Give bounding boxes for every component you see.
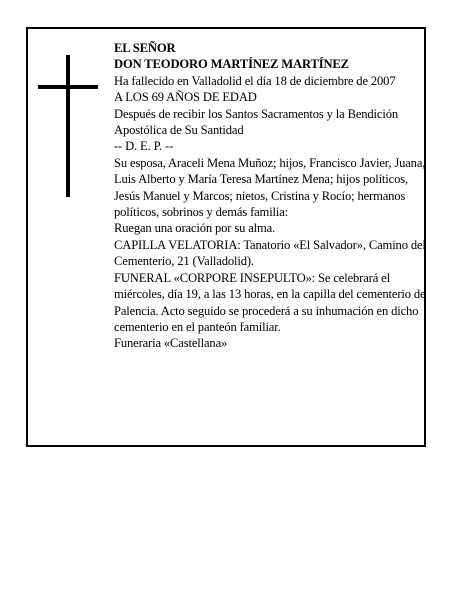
chapel-info: CAPILLA VELATORIA: Tanatorio «El Salvador», Camino del Cementerio, 21 (Valladolid). [114, 237, 426, 269]
latin-cross-icon [38, 55, 98, 197]
funeral-info: FUNERAL «CORPORE INSEPULTO»: Se celebrará el miércoles, día 19, a las 13 horas, en la capilla del cementerio de Palencia. Acto seguido se procederá a su inhumación en dicho cementerio en el panteón familiar. [114, 270, 426, 334]
title-line-1: EL SEÑOR [114, 41, 176, 55]
sacraments-line: Después de recibir los Santos Sacramentos y la Bendición Apostólica de Su Santidad [114, 106, 398, 138]
obituary-notice [26, 27, 426, 447]
rip-line: -- D. E. P. -- [114, 139, 174, 154]
cross-vertical-bar [66, 55, 70, 197]
prayer-request: Ruegan una oración por su alma. [114, 221, 276, 236]
funeral-home: Funeraria «Castellana» [114, 336, 228, 351]
death-info: Ha fallecido en Valladolid el día 18 de diciembre de 2007 [114, 73, 396, 88]
deceased-name: DON TEODORO MARTÍNEZ MARTÍNEZ [114, 57, 349, 72]
age-line: A LOS 69 AÑOS DE EDAD [114, 90, 257, 105]
cross-horizontal-bar [38, 85, 98, 89]
family-line: Su esposa, Araceli Mena Muñoz; hijos, Francisco Javier, Juana, Luis Alberto y María Teresa Martínez Mena; hijos políticos, Jesús Manuel y Marcos; nietos, Cristina y Rocío; hermanos políticos, sobrinos y demás familia: [114, 155, 426, 220]
obituary-text [114, 40, 426, 352]
